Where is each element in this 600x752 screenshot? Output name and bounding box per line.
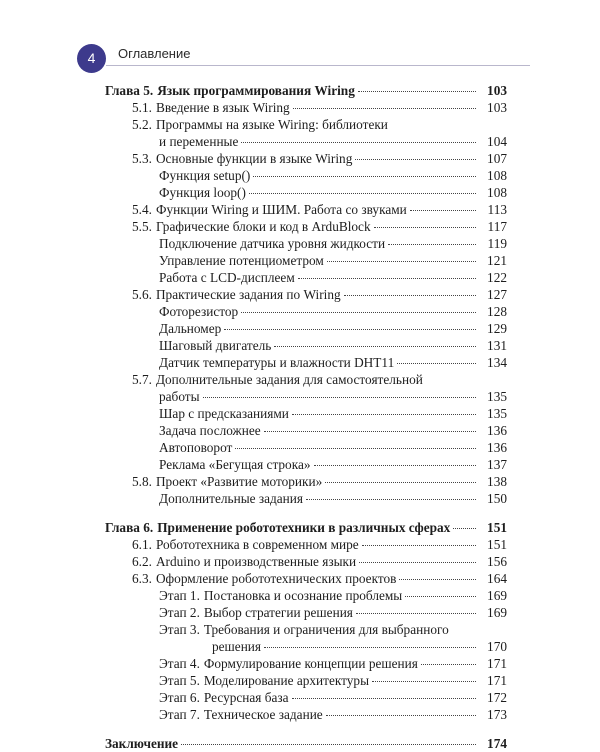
dot-leader: [372, 680, 476, 682]
toc-entry-row: [105, 218, 507, 235]
toc-entry-title: Заключение: [105, 736, 179, 751]
toc-page-number: 169: [487, 605, 507, 620]
toc-entry-row: [105, 99, 507, 116]
toc-entry-title: Шар с предсказаниями: [159, 406, 289, 421]
toc-page-number: 113: [487, 202, 507, 217]
dot-leader: [421, 663, 476, 665]
dot-leader: [292, 697, 476, 699]
toc-page-number: 136: [487, 440, 507, 455]
toc-entry-row: [105, 587, 507, 604]
toc-entry-row: [105, 536, 507, 553]
toc-entry-row: [105, 439, 507, 456]
dot-leader: [298, 277, 476, 279]
toc-entry-title: Язык программирования Wiring: [157, 83, 355, 98]
dot-leader: [249, 192, 476, 194]
dot-leader: [362, 544, 476, 546]
toc-entry-row: [105, 337, 507, 354]
toc-entry-row: [105, 655, 507, 672]
toc-entry-title: Дополнительные задания для самостоятельной: [155, 372, 423, 387]
toc-entry-row: [105, 570, 507, 587]
toc-entry-number: Глава 6.: [105, 520, 154, 535]
dot-leader: [292, 413, 476, 415]
toc-entry-number: 5.7.: [132, 372, 152, 387]
toc-entry-title: Задача посложнее: [159, 423, 261, 438]
dot-leader: [356, 612, 476, 614]
dot-leader: [358, 90, 476, 92]
toc-page-number: 171: [487, 673, 507, 688]
toc-page-number: 127: [487, 287, 507, 302]
dot-leader: [241, 141, 476, 143]
toc-entry-row: [105, 473, 507, 490]
toc-entry-row: [105, 303, 507, 320]
toc-entry-title: Реклама «Бегущая строка»: [159, 457, 311, 472]
page-title: Оглавление: [118, 46, 191, 61]
toc-page-number: 129: [487, 321, 507, 336]
toc-entry-row: [105, 252, 507, 269]
dot-leader: [399, 578, 476, 580]
dot-leader: [426, 380, 476, 381]
toc-entry-title: Введение в язык Wiring: [155, 100, 290, 115]
toc-entry-number: Этап 5.: [159, 673, 200, 688]
toc-entry-title: Постановка и осознание проблемы: [203, 588, 403, 603]
toc-page-number: 173: [487, 707, 507, 722]
header-divider: [106, 65, 530, 66]
toc-entry-title: Программы на языке Wiring: библиотеки: [155, 117, 388, 132]
toc-entry-row: [105, 167, 507, 184]
page-number-badge: 4: [77, 44, 106, 73]
toc-entry-number: Этап 6.: [159, 690, 200, 705]
dot-leader: [344, 294, 476, 296]
toc-entry-title: Датчик температуры и влажности DHT11: [159, 355, 395, 370]
toc-page-number: 108: [487, 168, 507, 183]
toc-page-number: 135: [487, 389, 507, 404]
toc-entry-title: Подключение датчика уровня жидкости: [159, 236, 386, 251]
toc-page-number: 108: [487, 185, 507, 200]
toc-entry-title: Практические задания по Wiring: [155, 287, 341, 302]
toc-page-number: 170: [487, 639, 507, 654]
toc-entry-number: Глава 5.: [105, 83, 154, 98]
toc-entry-number: 5.8.: [132, 474, 152, 489]
toc-entry-number: 5.4.: [132, 202, 152, 217]
toc-entry-row: [105, 706, 507, 723]
toc-entry-title: Техническое задание: [203, 707, 323, 722]
dot-leader: [274, 345, 476, 347]
toc-entry-title: Оформление робототехнических проектов: [155, 571, 397, 586]
toc-entry-row: [105, 133, 507, 150]
toc-page-number: 164: [487, 571, 507, 586]
toc-chapter-row: [105, 82, 507, 99]
toc-entry-title: Основные функции в языке Wiring: [155, 151, 353, 166]
toc-entry-number: 6.3.: [132, 571, 152, 586]
dot-leader: [264, 646, 476, 648]
dot-leader: [327, 260, 476, 262]
dot-leader: [326, 714, 476, 716]
toc-page-number: 135: [487, 406, 507, 421]
toc-entry-title: Выбор стратегии решения: [203, 605, 353, 620]
toc-page-number: 103: [487, 83, 507, 98]
toc-entry-row: [105, 150, 507, 167]
dot-leader: [397, 362, 476, 364]
toc-entry-title: и переменные: [159, 134, 239, 149]
toc-chapter-row: [105, 519, 507, 536]
dot-leader: [264, 430, 476, 432]
toc-entry-number: 6.2.: [132, 554, 152, 569]
toc-entry-title: Применение робототехники в различных сферах: [157, 520, 451, 535]
dot-leader: [374, 226, 476, 228]
toc-entry-title: Дальномер: [159, 321, 222, 336]
toc-entry-row: [105, 689, 507, 706]
toc-page-number: 131: [487, 338, 507, 353]
toc-page-number: 151: [487, 520, 507, 535]
dot-leader: [405, 595, 476, 597]
toc-entry-row: [105, 456, 507, 473]
toc-page-number: 137: [487, 457, 507, 472]
toc-entry-number: Этап 4.: [159, 656, 200, 671]
dot-leader: [314, 464, 476, 466]
toc-entry-row: [105, 235, 507, 252]
dot-leader: [452, 630, 476, 631]
toc-entry-number: Этап 1.: [159, 588, 200, 603]
toc-entry-title: Функция setup(): [159, 168, 251, 183]
toc-entry-number: 6.1.: [132, 537, 152, 552]
toc-entry-title: Фоторезистор: [159, 304, 239, 319]
toc-entry-number: 5.6.: [132, 287, 152, 302]
toc-entry-title: Работа с LCD-дисплеем: [159, 270, 295, 285]
dot-leader: [453, 527, 476, 529]
dot-leader: [391, 125, 476, 126]
toc-entry-number: Этап 3.: [159, 622, 200, 637]
toc-entry-row: [105, 422, 507, 439]
toc-entry-number: 5.5.: [132, 219, 152, 234]
toc-entry-row: [105, 621, 507, 638]
toc-page-number: 122: [487, 270, 507, 285]
toc-page-number: 104: [487, 134, 507, 149]
toc-entry-title: Робототехника в современном мире: [155, 537, 359, 552]
toc-entry-title: Функция loop(): [159, 185, 246, 200]
toc-entry-title: Моделирование архитектуры: [203, 673, 370, 688]
toc-entry-number: Этап 2.: [159, 605, 200, 620]
toc-entry-row: [105, 638, 507, 655]
toc-chapter-row: [105, 735, 507, 752]
toc-entry-number: 5.2.: [132, 117, 152, 132]
toc-page-number: 119: [487, 236, 507, 251]
dot-leader: [203, 396, 476, 398]
toc-page-number: 156: [487, 554, 507, 569]
toc-page-number: 174: [487, 736, 507, 751]
toc-entry-row: [105, 116, 507, 133]
dot-leader: [355, 158, 476, 160]
toc-entry-row: [105, 184, 507, 201]
dot-leader: [306, 498, 476, 500]
dot-leader: [224, 328, 476, 330]
toc-entry-title: Ресурсная база: [203, 690, 289, 705]
dot-leader: [293, 107, 476, 109]
toc-entry-row: [105, 388, 507, 405]
toc-entry-title: Шаговый двигатель: [159, 338, 272, 353]
dot-leader: [253, 175, 476, 177]
toc-entry-row: [105, 604, 507, 621]
toc-page-number: 107: [487, 151, 507, 166]
toc-entry-row: [105, 320, 507, 337]
toc-entry-title: Автоповорот: [159, 440, 233, 455]
toc-page-number: 138: [487, 474, 507, 489]
toc-page-number: 172: [487, 690, 507, 705]
toc-entry-title: Графические блоки и код в ArduBlock: [155, 219, 371, 234]
toc-entry-title: Формулирование концепции решения: [203, 656, 418, 671]
toc-page-number: 128: [487, 304, 507, 319]
toc-entry-row: [105, 371, 507, 388]
toc-entry-title: Требования и ограничения для выбранного: [203, 622, 449, 637]
toc-entry-row: [105, 553, 507, 570]
toc-page-number: 103: [487, 100, 507, 115]
toc-entry-row: [105, 405, 507, 422]
toc-entry-row: [105, 490, 507, 507]
toc-entry-row: [105, 286, 507, 303]
page-header: [0, 0, 600, 80]
dot-leader: [235, 447, 476, 449]
toc-entry-row: [105, 269, 507, 286]
toc-page-number: 171: [487, 656, 507, 671]
dot-leader: [241, 311, 476, 313]
dot-leader: [388, 243, 476, 245]
toc-page-number: 169: [487, 588, 507, 603]
toc-page-number: 136: [487, 423, 507, 438]
toc-entry-row: [105, 354, 507, 371]
toc-entry-title: Функции Wiring и ШИМ. Работа со звуками: [155, 202, 407, 217]
dot-leader: [325, 481, 476, 483]
toc-entry-title: Дополнительные задания: [159, 491, 304, 506]
dot-leader: [181, 743, 476, 745]
toc-page-number: 117: [487, 219, 507, 234]
toc-entry-title: Arduino и производственные языки: [155, 554, 357, 569]
toc-entry-title: Управление потенциометром: [159, 253, 324, 268]
toc-entry-number: 5.3.: [132, 151, 152, 166]
toc-page-number: 150: [487, 491, 507, 506]
dot-leader: [410, 209, 476, 211]
toc-page-number: 134: [487, 355, 507, 370]
toc-entry-row: [105, 201, 507, 218]
toc-entry-title: Проект «Развитие моторики»: [155, 474, 323, 489]
toc-entry-title: решения: [212, 639, 262, 654]
toc-page-number: 121: [487, 253, 507, 268]
toc-page-number: 151: [487, 537, 507, 552]
toc-entry-number: 5.1.: [132, 100, 152, 115]
toc-entry-row: [105, 672, 507, 689]
toc-entry-title: работы: [159, 389, 200, 404]
toc-entry-number: Этап 7.: [159, 707, 200, 722]
dot-leader: [359, 561, 476, 563]
